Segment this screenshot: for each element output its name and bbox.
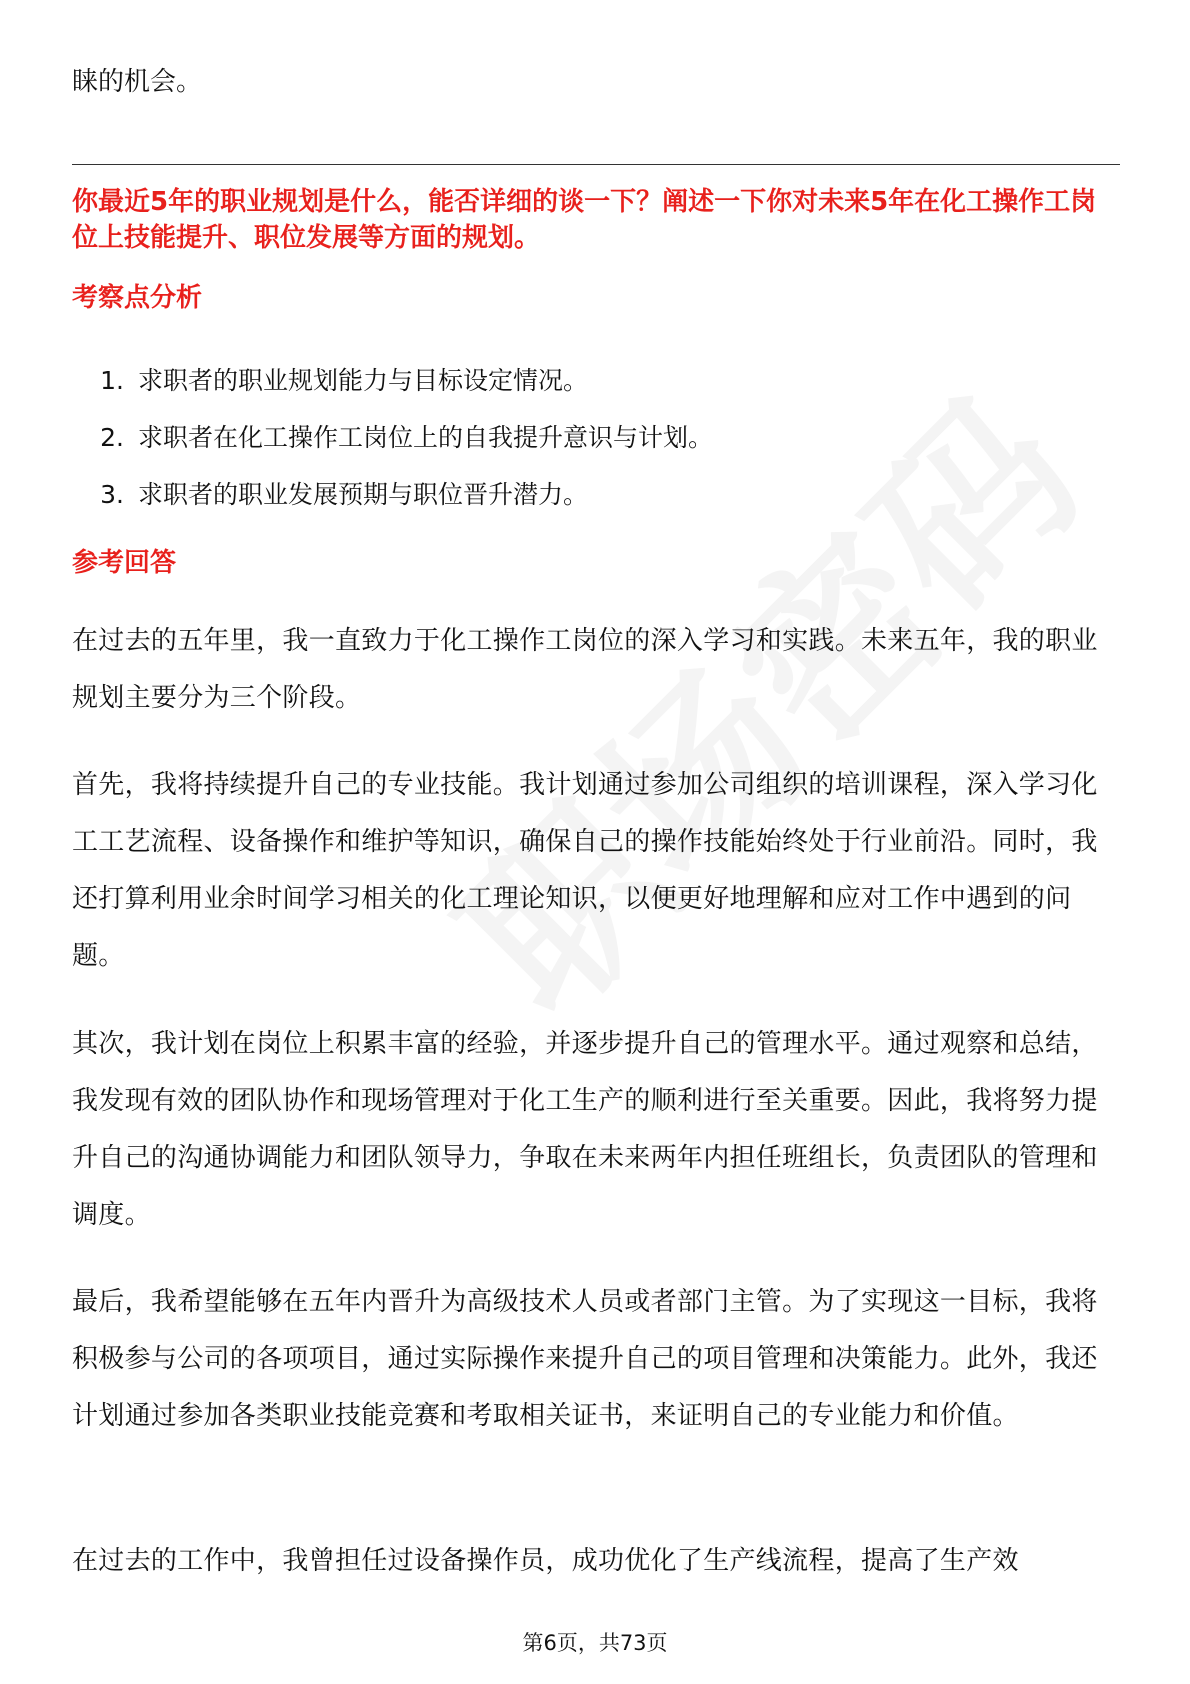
list-item [72, 409, 713, 466]
question-heading: 你最近5年的职业规划是什么，能否详细的谈一下？阐述一下你对未来5年在化工操作工岗位上技能提升、职位发展等方面的规划。 [72, 187, 1097, 253]
list-text: 求职者的职业发展预期与职位晋升潜力。 [138, 480, 589, 509]
answer-title: 参考回答 [72, 548, 177, 578]
list-number: 1. [100, 366, 124, 395]
answer-paragraph: 其次，我计划在岗位上积累丰富的经验，并逐步提升自己的管理水平。通过观察和总结，我发现有效的团队协作和现场管理对于化工生产的顺利进行至关重要。因此，我将努力提升自己的沟通协调能力和团队领导力，争取在未来两年内担任班组长，负责团队的管理和调度。 [72, 1029, 1098, 1230]
list-number: 3. [100, 480, 124, 509]
answer-paragraph: 在过去的五年里，我一直致力于化工操作工岗位的深入学习和实践。未来五年，我的职业规划主要分为三个阶段。 [72, 626, 1098, 713]
list-number: 2. [100, 423, 124, 452]
continuation-text: 睐的机会。 [72, 67, 203, 97]
answer-paragraph: 在过去的工作中，我曾担任过设备操作员，成功优化了生产线流程，提高了生产效 [72, 1546, 1019, 1576]
answer-paragraph: 首先，我将持续提升自己的专业技能。我计划通过参加公司组织的培训课程，深入学习化工工艺流程、设备操作和维护等知识，确保自己的操作技能始终处于行业前沿。同时，我还打算利用业余时间学习相关的化工理论知识，以便更好地理解和应对工作中遇到的问题。 [72, 770, 1098, 971]
answer-paragraph: 最后，我希望能够在五年内晋升为高级技术人员或者部门主管。为了实现这一目标，我将积极参与公司的各项项目，通过实际操作来提升自己的项目管理和决策能力。此外，我还计划通过参加各类职业技能竞赛和考取相关证书，来证明自己的专业能力和价值。 [72, 1287, 1098, 1431]
list-text: 求职者在化工操作工岗位上的自我提升意识与计划。 [138, 423, 714, 452]
analysis-title: 考察点分析 [72, 283, 203, 313]
divider [72, 164, 1120, 165]
list-text: 求职者的职业规划能力与目标设定情况。 [138, 366, 589, 395]
analysis-points [72, 352, 713, 523]
page-footer: 第6页，共73页 [522, 1631, 668, 1655]
list-item [72, 352, 713, 409]
list-item [72, 466, 713, 523]
